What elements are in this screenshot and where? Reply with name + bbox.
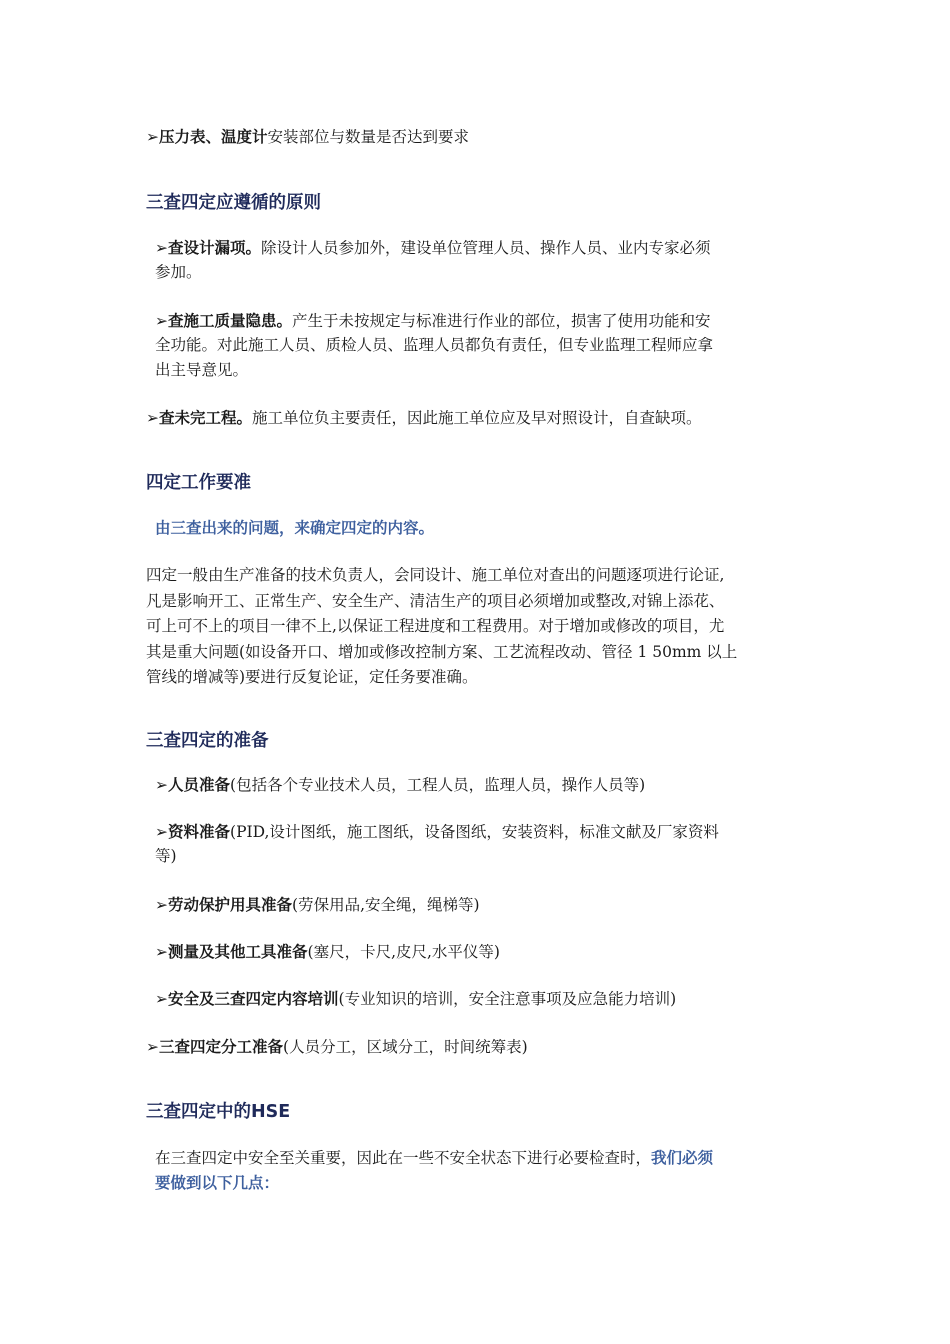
paragraph-line: 其是重大问题(如设备开口、增加或修改控制方案、工艺流程改动、管径 1 50mm 以上 [146, 642, 738, 661]
section-heading-four-determinations: 四定工作要准 [146, 473, 251, 493]
principle-item-2-cont: 出主导意见。 [155, 361, 249, 379]
hse-emphasis: 我们必须 [651, 1148, 714, 1167]
principle-item-1: ➢查设计漏项。除设计人员参加外，建设单位管理人员、操作人员、业内专家必须 [155, 238, 711, 257]
section-heading-preparation: 三查四定的准备 [146, 731, 269, 751]
principle-item-1-cont: 参加。 [155, 263, 202, 281]
preparation-item-2: ➢资料准备(PID,设计图纸，施工图纸，设备图纸，安装资料，标准文献及厂家资料 [155, 822, 719, 841]
preparation-item-2-cont: 等) [155, 847, 177, 865]
section-subheading: 由三查出来的问题，来确定四定的内容。 [155, 519, 435, 537]
hse-emphasis-cont: 要做到以下几点： [155, 1173, 280, 1192]
bullet-icon: ➢ [155, 896, 168, 914]
hse-text-body: 在三查四定中安全至关重要，因此在一些不安全状态下进行必要检查时， [155, 1149, 652, 1167]
preparation-item-3: ➢劳动保护用具准备(劳保用品,安全绳，绳梯等) [155, 895, 480, 914]
bullet-icon: ➢ [155, 776, 168, 794]
preparation-item-5: ➢安全及三查四定内容培训(专业知识的培训，安全注意事项及应急能力培训) [155, 989, 677, 1008]
paragraph-line: 管线的增减等)要进行反复论证，定任务要准确。 [146, 668, 478, 686]
bullet-icon: ➢ [146, 409, 159, 427]
bullet-icon: ➢ [155, 943, 168, 961]
section-heading-hse: 三查四定中的HSE [146, 1102, 291, 1122]
intro-bullet-item: ➢压力表、温度计安装部位与数量是否达到要求 [146, 127, 470, 146]
four-determinations-paragraph [146, 563, 806, 691]
preparation-item-1: ➢人员准备(包括各个专业技术人员，工程人员，监理人员，操作人员等) [155, 775, 646, 794]
bullet-icon: ➢ [146, 1038, 159, 1056]
paragraph-line: 四定一般由生产准备的技术负责人，会同设计、施工单位对查出的问题逐项进行论证, [146, 566, 725, 584]
bullet-icon: ➢ [155, 990, 168, 1008]
preparation-item-4: ➢测量及其他工具准备(塞尺，卡尺,皮尺,水平仪等) [155, 942, 500, 961]
preparation-item-6: ➢三查四定分工准备(人员分工，区域分工，时间统筹表) [146, 1037, 528, 1056]
principle-item-2: ➢查施工质量隐患。产生于未按规定与标准进行作业的部位，损害了使用功能和安 [155, 311, 711, 330]
bullet-icon: ➢ [155, 823, 168, 841]
section-heading-principles: 三查四定应遵循的原则 [146, 193, 321, 213]
paragraph-line: 凡是影响开工、正常生产、安全生产、清洁生产的项目必须增加或整改,对锦上添花、 [146, 591, 725, 610]
principle-item-2-cont: 全功能。对此施工人员、质检人员、监理人员都负有责任，但专业监理工程师应拿 [155, 336, 714, 354]
bullet-icon: ➢ [155, 312, 168, 330]
hse-text [155, 1145, 713, 1171]
bullet-icon: ➢ [155, 239, 168, 257]
bullet-icon: ➢ [146, 128, 159, 146]
principle-item-3: ➢查未完工程。施工单位负主要责任，因此施工单位应及早对照设计，自查缺项。 [146, 408, 702, 427]
paragraph-line: 可上可不上的项目一律不上,以保证工程进度和工程费用。对于增加或修改的项目，尤 [146, 617, 725, 635]
